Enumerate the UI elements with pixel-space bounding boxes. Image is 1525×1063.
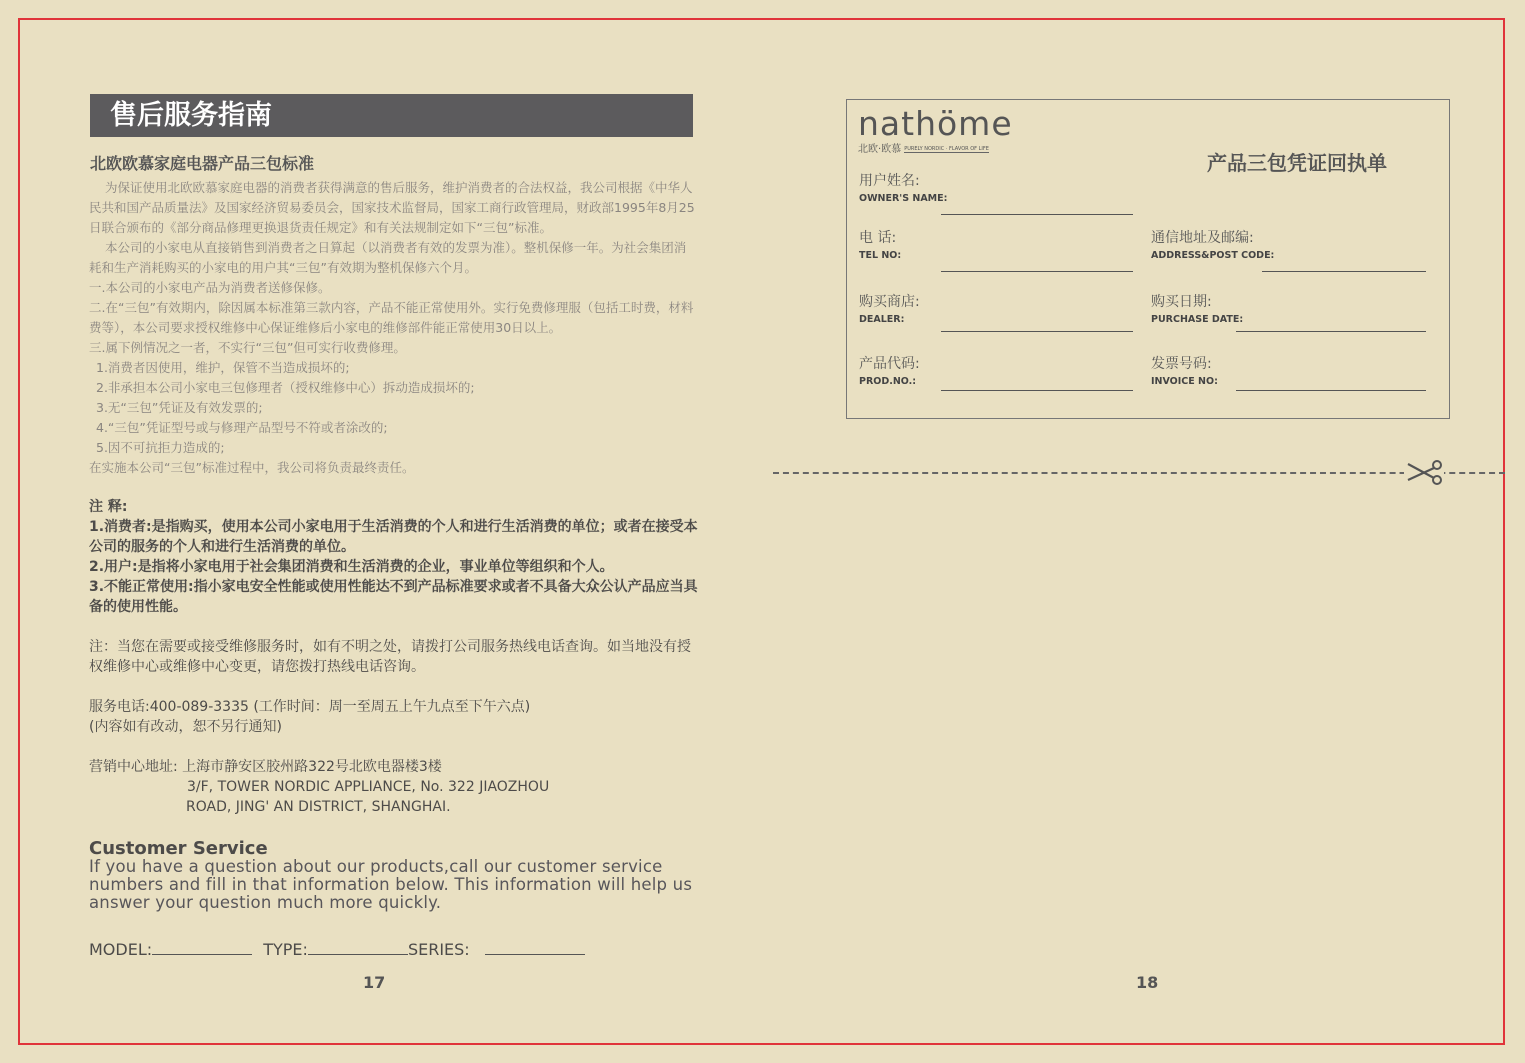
note-item: 3.不能正常使用:指小家电安全性能或使用性能达不到产品标准要求或者不具备大众公认产品应当具备的使用性能。 bbox=[89, 579, 698, 615]
type-line[interactable] bbox=[308, 940, 408, 955]
series-line[interactable] bbox=[485, 940, 585, 955]
prod-no-label: 产品代码: PROD.NO.: bbox=[859, 356, 920, 387]
card-title: 产品三包凭证回执单 bbox=[1207, 151, 1387, 175]
address-post-field[interactable] bbox=[1262, 271, 1426, 272]
sub-clause-item: 1.消费者因使用，维护，保管不当造成损坏的; bbox=[96, 360, 350, 375]
repair-note: 注：当您在需要或接受维修服务时，如有不明之处，请拨打公司服务热线电话查询。如当地没有授权维修中心或维修中心变更，请您拨打热线电话咨询。 bbox=[89, 639, 691, 675]
purchase-date-label: 购买日期: PURCHASE DATE: bbox=[1151, 294, 1244, 325]
clause-item: 二.在“三包”有效期内，除因属本标准第三款内容，产品不能正常使用外。实行免费修理服（包括工时费，材料费等），本公司要求授权维修中心保证维修后小家电的维修部件能正常使用30日以上。 bbox=[89, 300, 694, 335]
tel-field[interactable] bbox=[941, 271, 1133, 272]
warranty-paragraph: 本公司的小家电从直接销售到消费者之日算起（以消费者有效的发票为准）。整机保修一年。为社会集团消耗和生产消耗购买的小家电的用户其“三包”有效期为整机保修六个月。 bbox=[89, 240, 687, 275]
prod-no-field[interactable] bbox=[941, 390, 1133, 391]
clause-item: 一.本公司的小家电产品为消费者送修保修。 bbox=[89, 280, 331, 295]
note-item: 2.用户:是指将小家电用于社会集团消费和生活消费的企业，事业单位等组织和个人。 bbox=[89, 559, 614, 575]
logo-tagline: PURELY NORDIC · FLAVOR OF LIFE bbox=[904, 146, 989, 152]
customer-service-title: Customer Service bbox=[89, 838, 268, 859]
sub-clause-item: 3.无“三包”凭证及有效发票的; bbox=[96, 400, 263, 415]
type-label: TYPE: bbox=[263, 940, 308, 959]
address-zh: 上海市静安区胶州路322号北欧电器楼3楼 bbox=[182, 759, 442, 775]
logo-sub-text: 北欧·欧慕 bbox=[858, 144, 902, 155]
invoice-no-label: 发票号码: INVOICE NO: bbox=[1151, 356, 1218, 387]
scissors-icon bbox=[1404, 458, 1444, 488]
logo-text: nathöme bbox=[858, 104, 1013, 143]
clause-item: 三.属下例情况之一者，不实行“三包”但可实行收费修理。 bbox=[89, 340, 406, 355]
notes-title: 注 释: bbox=[89, 499, 128, 515]
address-label: 营销中心地址: bbox=[89, 759, 178, 775]
brand-logo bbox=[858, 104, 1013, 155]
model-line[interactable] bbox=[152, 940, 252, 955]
closing-text: 在实施本公司“三包”标准过程中，我公司将负责最终责任。 bbox=[89, 460, 415, 475]
service-hotline: 服务电话:400-089-3335 (工作时间：周一至周五上午九点至下午六点) bbox=[89, 699, 531, 715]
series-label: SERIES: bbox=[407, 940, 470, 959]
intro-paragraph: 为保证使用北欧欧慕家庭电器的消费者获得满意的售后服务，维护消费者的合法权益，我公司根据《中华人民共和国产品质量法》及国家经济贸易委员会，国家技术监督局，国家工商行政管理局，财政部1995年8月25日联合颁布的《部分商品修理更换退货责任规定》和有关法规制定如下“三包”标准。 bbox=[89, 180, 695, 235]
model-label: MODEL: bbox=[89, 940, 153, 959]
sub-clause-item: 5.因不可抗拒力造成的; bbox=[96, 440, 225, 455]
section-header: 售后服务指南 bbox=[90, 94, 693, 137]
invoice-no-field[interactable] bbox=[1236, 390, 1426, 391]
address-post-label: 通信地址及邮编: ADDRESS&POST CODE: bbox=[1151, 230, 1275, 261]
address-en-line: 3/F, TOWER NORDIC APPLIANCE, No. 322 JIAOZHOU bbox=[187, 779, 550, 795]
purchase-date-field[interactable] bbox=[1236, 331, 1426, 332]
note-item: 1.消费者:是指购买，使用本公司小家电用于生活消费的个人和进行生活消费的单位；或者在接受本公司的服务的个人和进行生活消费的单位。 bbox=[89, 519, 698, 555]
page-number-left: 17 bbox=[363, 973, 386, 992]
customer-service-text: If you have a question about our products,call our customer service numbers and fill in that information below. This information will help us answer your question much more quickly. bbox=[89, 857, 693, 912]
model-type-series-row bbox=[89, 940, 585, 959]
dealer-label: 购买商店: DEALER: bbox=[859, 294, 920, 325]
owner-name-label: 用户姓名: OWNER'S NAME: bbox=[859, 173, 948, 204]
sub-clause-item: 2.非承担本公司小家电三包修理者（授权维修中心）拆动造成损坏的; bbox=[96, 380, 475, 395]
owner-name-field[interactable] bbox=[941, 214, 1133, 215]
section-subtitle: 北欧欧慕家庭电器产品三包标准 bbox=[90, 154, 315, 173]
page-number-right: 18 bbox=[1136, 973, 1159, 992]
address-en-line: ROAD, JING' AN DISTRICT, SHANGHAI. bbox=[186, 799, 451, 815]
hotline-note: (内容如有改动，恕不另行通知) bbox=[89, 719, 282, 735]
cut-line bbox=[773, 472, 1505, 474]
sub-clause-item: 4.“三包”凭证型号或与修理产品型号不符或者涂改的; bbox=[96, 420, 388, 435]
tel-label: 电 话: TEL NO: bbox=[859, 230, 902, 261]
address-line bbox=[89, 757, 442, 777]
dealer-field[interactable] bbox=[941, 331, 1133, 332]
